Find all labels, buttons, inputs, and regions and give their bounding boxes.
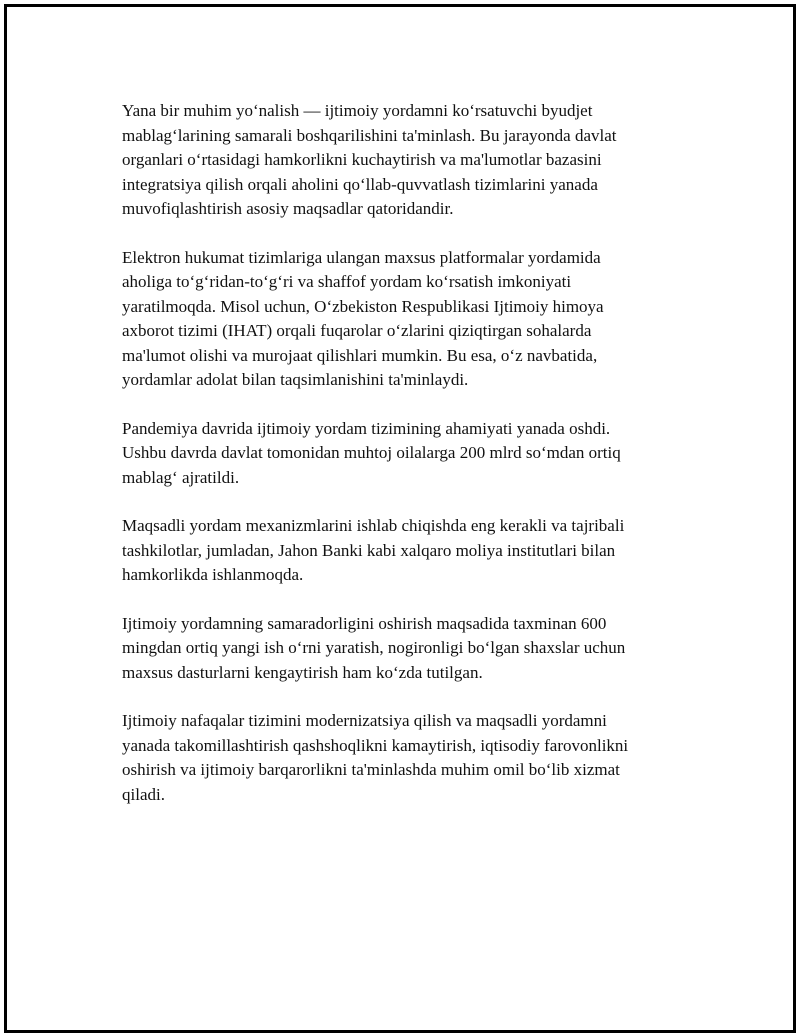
- paragraph-5: [122, 612, 702, 686]
- text-line: Ijtimoiy yordamning samaradorligini oshirish maqsadida taxminan 600: [122, 613, 607, 633]
- text-line: yordamlar adolat bilan taqsimlanishini ta'minlaydi.: [122, 370, 469, 389]
- text-line: muvofiqlashtirish asosiy maqsadlar qatoridandir.: [122, 199, 454, 218]
- paragraph-6: [122, 709, 702, 807]
- text-line: mablag‘larining samarali boshqarilishini ta'minlash. Bu jarayonda davlat: [122, 125, 617, 145]
- text-line: Yana bir muhim yo‘nalish — ijtimoiy yordamni ko‘rsatuvchi byudjet: [122, 101, 593, 120]
- text-line: Ushbu davrda davlat tomonidan muhtoj oilalarga 200 mlrd so‘mdan ortiq: [122, 443, 621, 462]
- text-line: hamkorlikda ishlanmoqda.: [122, 565, 304, 584]
- text-line: yaratilmoqda. Misol uchun, O‘zbekiston Respublikasi Ijtimoiy himoya: [122, 296, 604, 316]
- text-line: mingdan ortiq yangi ish o‘rni yaratish, nogironligi bo‘lgan shaxslar uchun: [122, 638, 626, 657]
- text-line: Elektron hukumat tizimlariga ulangan maxsus platformalar yordamida: [122, 247, 601, 267]
- text-line: axborot tizimi (IHAT) orqali fuqarolar o‘zlarini qiziqtirgan sohalarda: [122, 321, 592, 340]
- document-body: [122, 99, 702, 831]
- paragraph-2: [122, 246, 702, 393]
- text-line: integratsiya qilish orqali aholini qo‘llab-quvvatlash tizimlarini yanada: [122, 174, 598, 194]
- text-line: organlari o‘rtasidagi hamkorlikni kuchaytirish va ma'lumotlar bazasini: [122, 150, 602, 169]
- text-line: ma'lumot olishi va murojaat qilishlari mumkin. Bu esa, o‘z navbatida,: [122, 345, 598, 365]
- text-line: aholiga to‘g‘ridan-to‘g‘ri va shaffof yordam ko‘rsatish imkoniyati: [122, 272, 572, 291]
- text-line: mablag‘ ajratildi.: [122, 467, 240, 487]
- paragraph-3: [122, 417, 702, 491]
- text-line: maxsus dasturlarni kengaytirish ham ko‘zda tutilgan.: [122, 662, 483, 682]
- text-line: Pandemiya davrida ijtimoiy yordam tizimining ahamiyati yanada oshdi.: [122, 418, 611, 438]
- text-line: Ijtimoiy nafaqalar tizimini modernizatsiya qilish va maqsadli yordamni: [122, 711, 607, 730]
- text-line: tashkilotlar, jumladan, Jahon Banki kabi xalqaro moliya institutlari bilan: [122, 540, 616, 560]
- paragraph-4: [122, 514, 702, 588]
- paragraph-1: [122, 99, 702, 222]
- text-line: qiladi.: [122, 784, 165, 804]
- text-line: oshirish va ijtimoiy barqarorlikni ta'minlashda muhim omil bo‘lib xizmat: [122, 760, 620, 779]
- page-frame: [4, 4, 796, 1033]
- text-line: Maqsadli yordam mexanizmlarini ishlab chiqishda eng kerakli va tajribali: [122, 516, 625, 535]
- text-line: yanada takomillashtirish qashshoqlikni kamaytirish, iqtisodiy farovonlikni: [122, 735, 629, 755]
